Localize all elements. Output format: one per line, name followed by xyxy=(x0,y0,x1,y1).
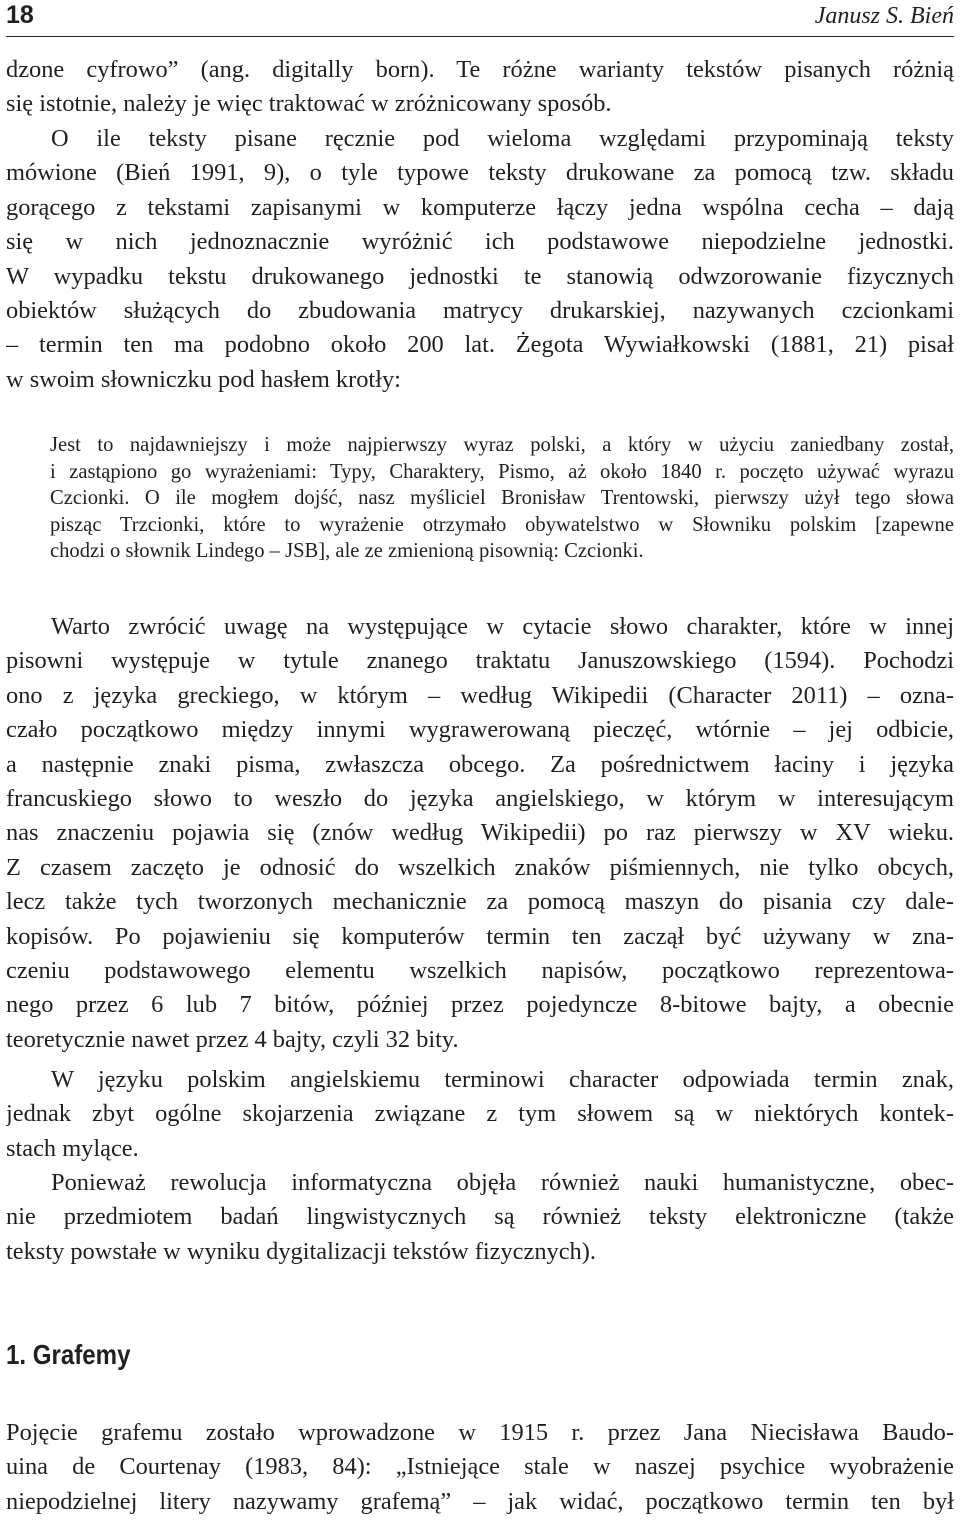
text-line: W języku polskim angielskiemu terminowi character odpowiada termin znak, xyxy=(51,1066,954,1093)
paragraph-2 xyxy=(6,122,954,397)
text-line: – termin ten ma podobno około 200 lat. Żegota Wywiałkowski (1881, 21) pisał xyxy=(6,331,954,359)
text-line: nego przez 6 lub 7 bitów, później przez pojedyncze 8-bitowe bajty, a obecnie xyxy=(6,991,954,1019)
text-line: uina de Courtenay (1983, 84): „Istniejące stale w naszej psychice wyobrażenie xyxy=(6,1453,954,1481)
text-line: a następnie znaki pisma, zwłaszcza obcego. Za pośrednictwem łaciny i języka xyxy=(6,750,954,778)
text-line: Warto zwrócić uwagę na występujące w cytacie słowo charakter, które w innej xyxy=(51,613,954,640)
paragraph-4 xyxy=(6,1063,954,1166)
section-heading: 1. Grafemy xyxy=(6,1339,131,1370)
paragraph-5 xyxy=(6,1166,954,1269)
text-line: mówione (Bień 1991, 9), o tyle typowe teksty drukowane za pomocą tzw. składu xyxy=(6,159,954,187)
text-line: się istotnie, należy je więc traktować w zróżnicowany sposób. xyxy=(6,90,612,118)
quote-line: pisząc Trzcionki, które to wyrażenie otrzymało obywatelstwo w Słowniku polskim [zapewne xyxy=(50,513,954,536)
text-line: pisowni występuje w tytule znanego traktatu Januszowskiego (1594). Pochodzi xyxy=(6,647,954,675)
text-line: jednak zbyt ogólne skojarzenia związane z tym słowem są w niektórych kontek- xyxy=(6,1100,954,1128)
text-line: dzone cyfrowo” (ang. digitally born). Te różne warianty tekstów pisanych różnią xyxy=(6,56,954,83)
text-line: O ile teksty pisane ręcznie pod wieloma względami przypominają teksty xyxy=(51,125,954,152)
text-line: w swoim słowniczku pod hasłem krotły: xyxy=(6,365,401,393)
text-line: gorącego z tekstami zapisanymi w komputerze łączy jedna wspólna cecha – dają xyxy=(6,193,954,221)
paragraph-6 xyxy=(6,1416,954,1519)
paragraph-1 xyxy=(6,53,954,122)
running-header xyxy=(6,0,954,36)
text-line: francuskiego słowo to weszło do języka angielskiego, w którym w interesującym xyxy=(6,784,954,812)
text-line: czeniu podstawowego elementu wszelkich napisów, początkowo reprezentowa- xyxy=(6,956,954,984)
header-rule xyxy=(6,36,954,37)
quote-line: i zastąpiono go wyrażeniami: Typy, Charaktery, Pismo, aż około 1840 r. poczęto używać wyrazu xyxy=(50,460,954,483)
text-line: nie przedmiotem badań lingwistycznych są również teksty elektroniczne (także xyxy=(6,1203,954,1231)
text-line: kopisów. Po pojawieniu się komputerów termin ten zaczął być używany w zna- xyxy=(6,922,954,950)
text-line: obiektów służących do zbudowania matrycy drukarskiej, nazywanych czcionkami xyxy=(6,296,954,324)
text-line: się w nich jednoznacznie wyróżnić ich podstawowe niepodzielne jednostki. xyxy=(6,228,954,256)
text-line: Ponieważ rewolucja informatyczna objęła również nauki humanistyczne, obec- xyxy=(51,1169,954,1196)
quote-line: Czcionki. O ile mogłem dojść, nasz myśliciel Bronisław Trentowski, pierwszy użył tego słowa xyxy=(50,487,954,509)
text-line: czało początkowo między innymi wygrawerowaną pieczęć, wtórnie – jej odbicie, xyxy=(6,716,954,744)
quote-line: Jest to najdawniejszy i może najpierwszy wyraz polski, a który w użyciu zaniedbany został, xyxy=(50,434,954,456)
text-line: Z czasem zaczęto je odnosić do wszelkich znaków piśmiennych, nie tylko obcych, xyxy=(6,853,954,881)
text-line: nas znaczeniu pojawia się (znów według Wikipedii) po raz pierwszy w XV wieku. xyxy=(6,819,954,847)
text-line: teksty powstałe w wyniku dygitalizacji tekstów fizycznych). xyxy=(6,1237,596,1265)
text-line: Pojęcie grafemu zostało wprowadzone w 1915 r. przez Jana Niecisława Baudo- xyxy=(6,1419,954,1446)
text-line: W wypadku tekstu drukowanego jednostki te stanowią odwzorowanie fizycznych xyxy=(6,262,954,290)
text-line: lecz także tych tworzonych mechanicznie za pomocą maszyn do pisania czy dale- xyxy=(6,888,954,916)
text-line: stach mylące. xyxy=(6,1134,139,1162)
block-quote xyxy=(50,432,954,565)
text-line: ono z języka greckiego, w którym – według Wikipedii (Character 2011) – ozna- xyxy=(6,681,954,709)
page-number: 18 xyxy=(6,1,34,29)
running-head-author: Janusz S. Bień xyxy=(814,3,954,29)
paragraph-3 xyxy=(6,610,954,1057)
text-line: teoretycznie nawet przez 4 bajty, czyli 32 bity. xyxy=(6,1025,459,1053)
quote-line: chodzi o słownik Lindego – JSB], ale ze zmienioną pisownią: Czcionki. xyxy=(50,540,644,562)
text-line: niepodzielnej litery nazywamy grafemą” – jak widać, początkowo termin ten był xyxy=(6,1487,954,1515)
